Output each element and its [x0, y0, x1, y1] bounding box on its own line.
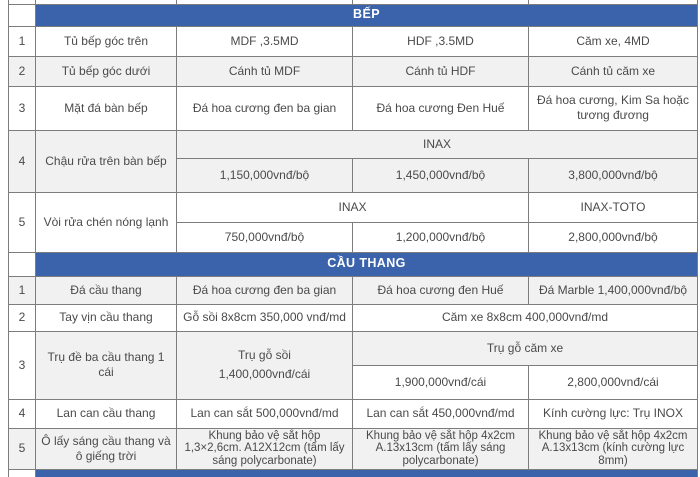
- table-row: [9, 304, 698, 331]
- brand-cell: INAX: [177, 192, 529, 222]
- section-header-bep: BẾP: [36, 4, 698, 26]
- spec-cell: Căm xe 8x8cm 400,000vnđ/md: [353, 304, 698, 331]
- row-number: 2: [9, 56, 36, 86]
- spec-cell: Đá hoa cương, Kim Sa hoặc tương đương: [529, 86, 698, 130]
- section-row-bep: [9, 4, 698, 26]
- row-number: 2: [9, 304, 36, 331]
- item-label: Vòi rửa chén nóng lạnh: [36, 192, 177, 252]
- spec-cell: Đá hoa cương đen Huế: [353, 276, 529, 304]
- price-cell: 1,150,000vnđ/bộ: [177, 158, 353, 192]
- table-row: [9, 428, 698, 470]
- next-section-header-bar: [36, 470, 698, 477]
- price-cell: 2,800,000vnđ/bộ: [529, 222, 698, 252]
- row-number: 5: [9, 192, 36, 252]
- spec-cell: Đá hoa cương đen ba gian: [177, 276, 353, 304]
- spec-cell: Đá hoa cương Đen Huế: [353, 86, 529, 130]
- table-row: [9, 56, 698, 86]
- row-number: 3: [9, 331, 36, 399]
- item-label: Mặt đá bàn bếp: [36, 86, 177, 130]
- table-row: [9, 276, 698, 304]
- table-row: [9, 331, 698, 365]
- item-label: Chậu rửa trên bàn bếp: [36, 130, 177, 192]
- brand-cell: INAX-TOTO: [529, 192, 698, 222]
- spec-cell: Cánh tủ HDF: [353, 56, 529, 86]
- row-number: 5: [9, 428, 36, 470]
- row-number: 4: [9, 399, 36, 428]
- empty-number-cell: [9, 470, 36, 477]
- table-row: [9, 86, 698, 130]
- item-label: Tủ bếp góc dưới: [36, 56, 177, 86]
- spec-cell: HDF ,3.5MD: [353, 26, 529, 56]
- price-cell: 750,000vnđ/bộ: [177, 222, 353, 252]
- row-number: 4: [9, 130, 36, 192]
- spec-cell: MDF ,3.5MD: [177, 26, 353, 56]
- table-row: [9, 26, 698, 56]
- spec-line: Trụ gỗ sồi: [238, 348, 291, 362]
- table-row: [9, 399, 698, 428]
- spec-cell: Khung bảo vệ sắt hộp 4x2cm A.13x13cm (tấm lấy sáng polycarbonate): [353, 428, 529, 470]
- brand-cell: INAX: [177, 130, 698, 158]
- spec-cell: [177, 331, 353, 399]
- section-header-cau-thang: CẦU THANG: [36, 252, 698, 276]
- price-table: [8, 0, 698, 477]
- item-label: Đá cầu thang: [36, 276, 177, 304]
- table-row: [9, 192, 698, 222]
- row-number: 3: [9, 86, 36, 130]
- item-label: Tủ bếp góc trên: [36, 26, 177, 56]
- spec-cell: Cánh tủ căm xe: [529, 56, 698, 86]
- spec-line: 1,400,000vnđ/cái: [218, 367, 311, 381]
- row-number: 1: [9, 276, 36, 304]
- item-label: Trụ đề ba cầu thang 1 cái: [36, 331, 177, 399]
- spec-cell: Lan can sắt 500,000vnđ/md: [177, 399, 353, 428]
- empty-number-cell: [9, 252, 36, 276]
- spec-cell: Cánh tủ MDF: [177, 56, 353, 86]
- spec-cell: Căm xe, 4MD: [529, 26, 698, 56]
- item-label: Tay vịn cầu thang: [36, 304, 177, 331]
- spec-cell: Trụ gỗ căm xe: [353, 331, 698, 365]
- spec-cell: Kính cường lực: Trụ INOX: [529, 399, 698, 428]
- price-table-wrapper: [8, 0, 698, 477]
- spec-cell: Lan can sắt 450,000vnđ/md: [353, 399, 529, 428]
- price-cell: 2,800,000vnđ/cái: [529, 365, 698, 399]
- price-cell: 1,450,000vnđ/bộ: [353, 158, 529, 192]
- item-label: Lan can cầu thang: [36, 399, 177, 428]
- next-section-header-partial: [9, 470, 698, 477]
- spec-cell: Khung bảo vệ sắt hộp 4x2cm A.13x13cm (kính cường lực 8mm): [529, 428, 698, 470]
- spec-cell: Khung bảo vệ sắt hộp 1,3×2,6cm. A12X12cm (tấm lấy sáng polycarbonate): [177, 428, 353, 470]
- item-label: Ô lấy sáng cầu thang và ô giếng trời: [36, 428, 177, 470]
- row-number: 1: [9, 26, 36, 56]
- section-row-cau-thang: [9, 252, 698, 276]
- price-cell: 1,900,000vnđ/cái: [353, 365, 529, 399]
- spec-cell: Đá hoa cương đen ba gian: [177, 86, 353, 130]
- spec-cell: Gỗ sồi 8x8cm 350,000 vnđ/md: [177, 304, 353, 331]
- table-row: [9, 130, 698, 158]
- spec-cell: Đá Marble 1,400,000vnđ/bộ: [529, 276, 698, 304]
- empty-number-cell: [9, 4, 36, 26]
- price-cell: 3,800,000vnđ/bộ: [529, 158, 698, 192]
- price-cell: 1,200,000vnđ/bộ: [353, 222, 529, 252]
